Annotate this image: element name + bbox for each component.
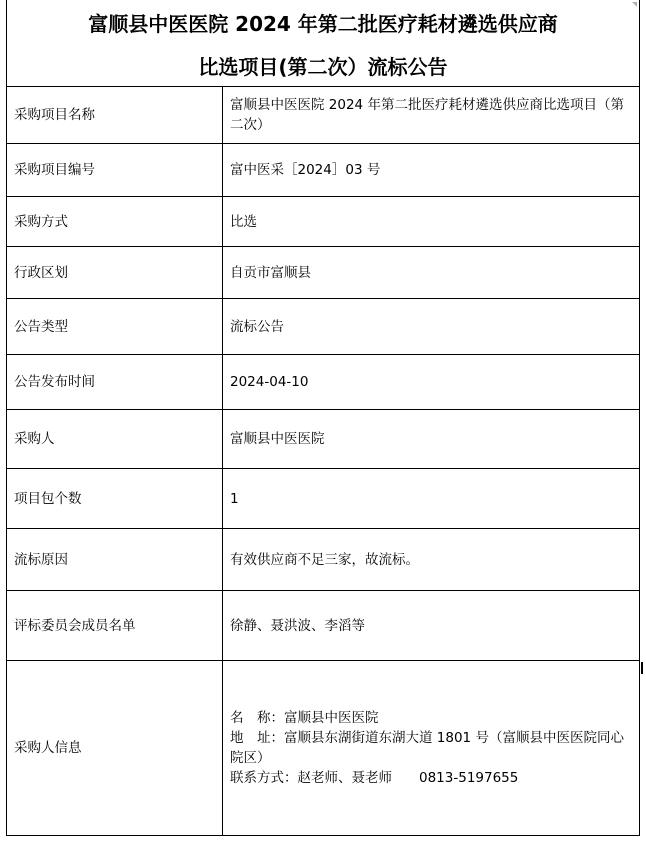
page-title-line-1: 富顺县中医医院 2024 年第二批医疗耗材遴选供应商 [88, 12, 558, 36]
page-title-line-2: 比选项目(第二次）流标公告 [198, 55, 448, 79]
buyer-address-line: 地 址：富顺县东湖街道东湖大道 1801 号（富顺县中医医院同心院区） [230, 730, 624, 766]
table-row [7, 144, 640, 197]
field-label-project-number: 采购项目编号 [7, 144, 223, 197]
table-row [7, 87, 640, 144]
field-value-project-number: 富中医采［2024］03 号 [223, 144, 640, 197]
table-row [7, 469, 640, 529]
field-value-committee-members: 徐静、聂洪波、李滔等 [223, 591, 640, 661]
table-row [7, 591, 640, 661]
corner-marker-icon [632, 2, 637, 7]
field-label-notice-type: 公告类型 [7, 299, 223, 355]
field-value-region: 自贡市富顺县 [223, 247, 640, 299]
table-row [7, 661, 640, 836]
field-value-package-count: 1 [223, 469, 640, 529]
field-label-package-count: 项目包个数 [7, 469, 223, 529]
field-label-failure-reason: 流标原因 [7, 529, 223, 591]
field-value-failure-reason: 有效供应商不足三家，故流标。 [223, 529, 640, 591]
announcement-info-table [6, 86, 640, 836]
field-label-region: 行政区划 [7, 247, 223, 299]
field-label-purchaser: 采购人 [7, 410, 223, 469]
field-label-committee-members: 评标委员会成员名单 [7, 591, 223, 661]
announcement-header [6, 0, 640, 86]
field-label-procurement-method: 采购方式 [7, 197, 223, 247]
field-value-procurement-method: 比选 [223, 197, 640, 247]
table-row [7, 355, 640, 410]
field-label-buyer-info: 采购人信息 [7, 661, 223, 836]
table-row [7, 529, 640, 591]
buyer-name-line: 名 称：富顺县中医医院 [230, 710, 379, 726]
edge-tick-mark [641, 662, 643, 674]
table-row [7, 247, 640, 299]
field-value-publish-time: 2024-04-10 [223, 355, 640, 410]
table-row [7, 410, 640, 469]
buyer-contact-line: 联系方式：赵老师、聂老师 0813-5197655 [230, 770, 519, 786]
field-value-buyer-info [223, 661, 640, 836]
field-value-notice-type: 流标公告 [223, 299, 640, 355]
field-value-project-name: 富顺县中医医院 2024 年第二批医疗耗材遴选供应商比选项目（第二次） [223, 87, 640, 144]
field-value-purchaser: 富顺县中医医院 [223, 410, 640, 469]
field-label-project-name: 采购项目名称 [7, 87, 223, 144]
table-row [7, 299, 640, 355]
table-row [7, 197, 640, 247]
field-label-publish-time: 公告发布时间 [7, 355, 223, 410]
